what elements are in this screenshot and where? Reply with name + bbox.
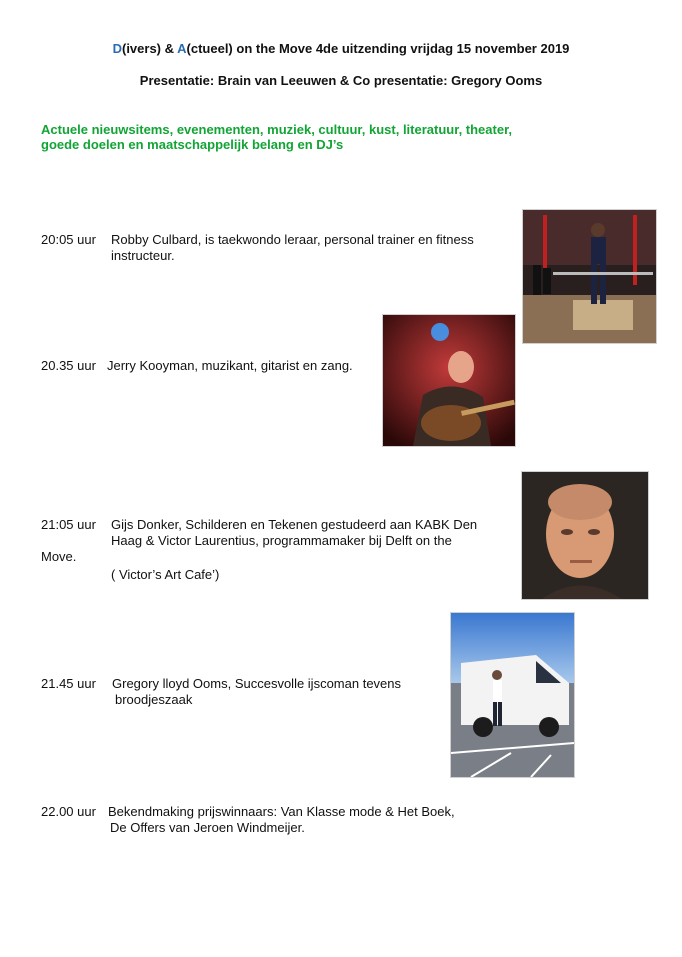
- title-a-rest: (ctueel) on the Move 4de uitzending vrijdag 15 november 2019: [186, 41, 570, 56]
- photo-van-man: [450, 612, 575, 778]
- item-line-1: Bekendmaking prijswinnaars: Van Klasse mode & Het Boek,: [108, 804, 455, 819]
- item-line-2: broodjeszaak: [115, 692, 193, 707]
- title-d-rest: (ivers) &: [121, 41, 178, 56]
- schedule-item-3: [41, 517, 511, 583]
- item-time: 21:05 uur: [41, 517, 96, 532]
- intro-line-2: goede doelen en maatschappelijk belang en DJ’s: [41, 137, 344, 152]
- photo-guitarist: [382, 314, 516, 447]
- item-line-2: instructeur.: [111, 248, 175, 263]
- schedule-item-2: [41, 358, 381, 374]
- schedule-item-4: [41, 676, 441, 708]
- item-line-1: Gregory lloyd Ooms, Succesvolle ijscoman tevens: [112, 676, 402, 691]
- intro-text: [41, 122, 512, 152]
- item-time: 20.35 uur: [41, 358, 96, 373]
- item-line-3: Move.: [41, 549, 77, 564]
- item-line-1: Jerry Kooyman, muzikant, gitarist en zang.: [107, 358, 353, 373]
- title-a-letter: A: [177, 41, 187, 56]
- item-time: 20:05 uur: [41, 232, 96, 247]
- presenters-line: Presentatie: Brain van Leeuwen & Co presentatie: Gregory Ooms: [139, 73, 543, 88]
- item-line-1: Robby Culbard, is taekwondo leraar, personal trainer en fitness: [111, 232, 474, 247]
- intro-line-1: Actuele nieuwsitems, evenementen, muziek, cultuur, kust, literatuur, theater,: [41, 122, 513, 137]
- item-time: 22.00 uur: [41, 804, 96, 819]
- item-line-2: De Offers van Jeroen Windmeijer.: [110, 820, 305, 835]
- title-d-letter: D: [112, 41, 122, 56]
- item-line-1: Gijs Donker, Schilderen en Tekenen gestudeerd aan KABK Den: [111, 517, 478, 532]
- schedule-item-5: [41, 804, 511, 836]
- page-title: [0, 41, 682, 56]
- item-time: 21.45 uur: [41, 676, 96, 691]
- item-line-2: Haag & Victor Laurentius, programmamaker bij Delft on the: [111, 533, 452, 548]
- item-line-4: ( Victor’s Art Cafe’): [111, 567, 220, 582]
- photo-portrait-man: [521, 471, 649, 600]
- photo-gym-trainer: [522, 209, 657, 344]
- schedule-item-1: [41, 232, 511, 264]
